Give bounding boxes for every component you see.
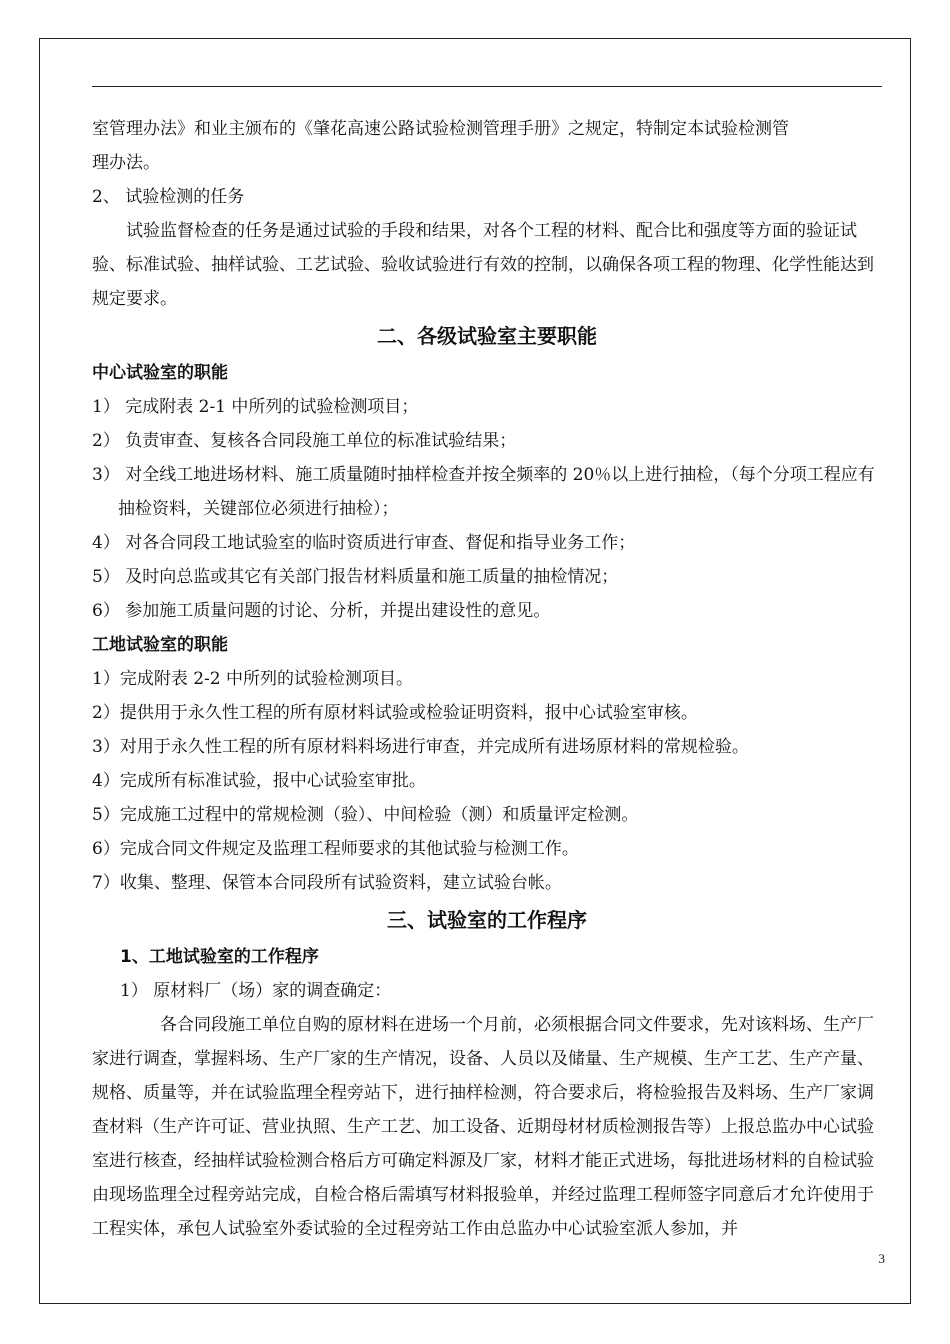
site-lab-item-2: 2）提供用于永久性工程的所有原材料试验或检验证明资料，报中心试验室审核。: [92, 703, 698, 723]
central-lab-item-3: 3） 对全线工地进场材料、施工质量随时抽样检查并按全频率的 20％以上进行抽检，（每个分项工程应有抽检资料，关键部位必须进行抽检）；: [92, 465, 875, 519]
procedure-step-1: 1） 原材料厂（场）家的调查确定：: [120, 981, 392, 1001]
page-number: 3: [878, 1251, 885, 1266]
site-lab-heading: 工地试验室的职能: [92, 635, 228, 655]
procedure-paragraph: 各合同段施工单位自购的原材料在进场一个月前，必须根据合同文件要求，先对该料场、生产厂家进行调查，掌握料场、生产厂家的生产情况，设备、人员以及储量、生产规模、生产工艺、生产产量、规格、质量等，并在试验监理全程旁站下，进行抽样检测，符合要求后，将检验报告及料场、生产厂家调查材料（生产许可证、营业执照、生产工艺、加工设备、近期母材材质检测报告等）上报总监办中心试验室进行核查，经抽样试验检测合格后方可确定料源及厂家，材料才能正式进场，每批进场材料的自检试验由现场监理全过程旁站完成，自检合格后需填写材料报验单，并经过监理工程师签字同意后才允许使用于工程实体，承包人试验室外委试验的全过程旁站工作由总监办中心试验室派人参加，并: [92, 1015, 874, 1239]
central-lab-item-6: 6） 参加施工质量问题的讨论、分析，并提出建设性的意见。: [92, 601, 551, 621]
task-heading: 2、 试验检测的任务: [92, 187, 245, 207]
intro-line-1: 室管理办法》和业主颁布的《肇花高速公路试验检测管理手册》之规定，特制定本试验检测管: [92, 119, 789, 139]
task-paragraph: 试验监督检查的任务是通过试验的手段和结果，对各个工程的材料、配合比和强度等方面的验证试验、标准试验、抽样试验、工艺试验、验收试验进行有效的控制，以确保各项工程的物理、化学性能达到规定要求。: [92, 221, 874, 309]
section-2-title: 二、各级试验室主要职能: [377, 324, 597, 348]
central-lab-item-5: 5） 及时向总监或其它有关部门报告材料质量和施工质量的抽检情况；: [92, 567, 619, 587]
site-lab-procedure-heading: 1、工地试验室的工作程序: [120, 947, 319, 967]
central-lab-heading: 中心试验室的职能: [92, 363, 228, 383]
site-lab-item-4: 4）完成所有标准试验，报中心试验室审批。: [92, 771, 426, 791]
site-lab-item-1: 1）完成附表 2-2 中所列的试验检测项目。: [92, 669, 413, 689]
document-body: [92, 112, 882, 1246]
header-rule: [92, 86, 882, 87]
site-lab-item-5: 5）完成施工过程中的常规检测（验）、中间检验（测）和质量评定检测。: [92, 805, 639, 825]
site-lab-item-3: 3）对用于永久性工程的所有原材料料场进行审查，并完成所有进场原材料的常规检验。: [92, 737, 749, 757]
site-lab-item-6: 6）完成合同文件规定及监理工程师要求的其他试验与检测工作。: [92, 839, 579, 859]
intro-line-2: 理办法。: [92, 153, 160, 173]
central-lab-item-4: 4） 对各合同段工地试验室的临时资质进行审查、督促和指导业务工作；: [92, 533, 636, 553]
section-3-title: 三、试验室的工作程序: [387, 908, 587, 932]
site-lab-item-7: 7）收集、整理、保管本合同段所有试验资料，建立试验台帐。: [92, 873, 562, 893]
central-lab-item-2: 2） 负责审查、复核各合同段施工单位的标准试验结果；: [92, 431, 517, 451]
central-lab-item-1: 1） 完成附表 2-1 中所列的试验检测项目；: [92, 397, 419, 417]
